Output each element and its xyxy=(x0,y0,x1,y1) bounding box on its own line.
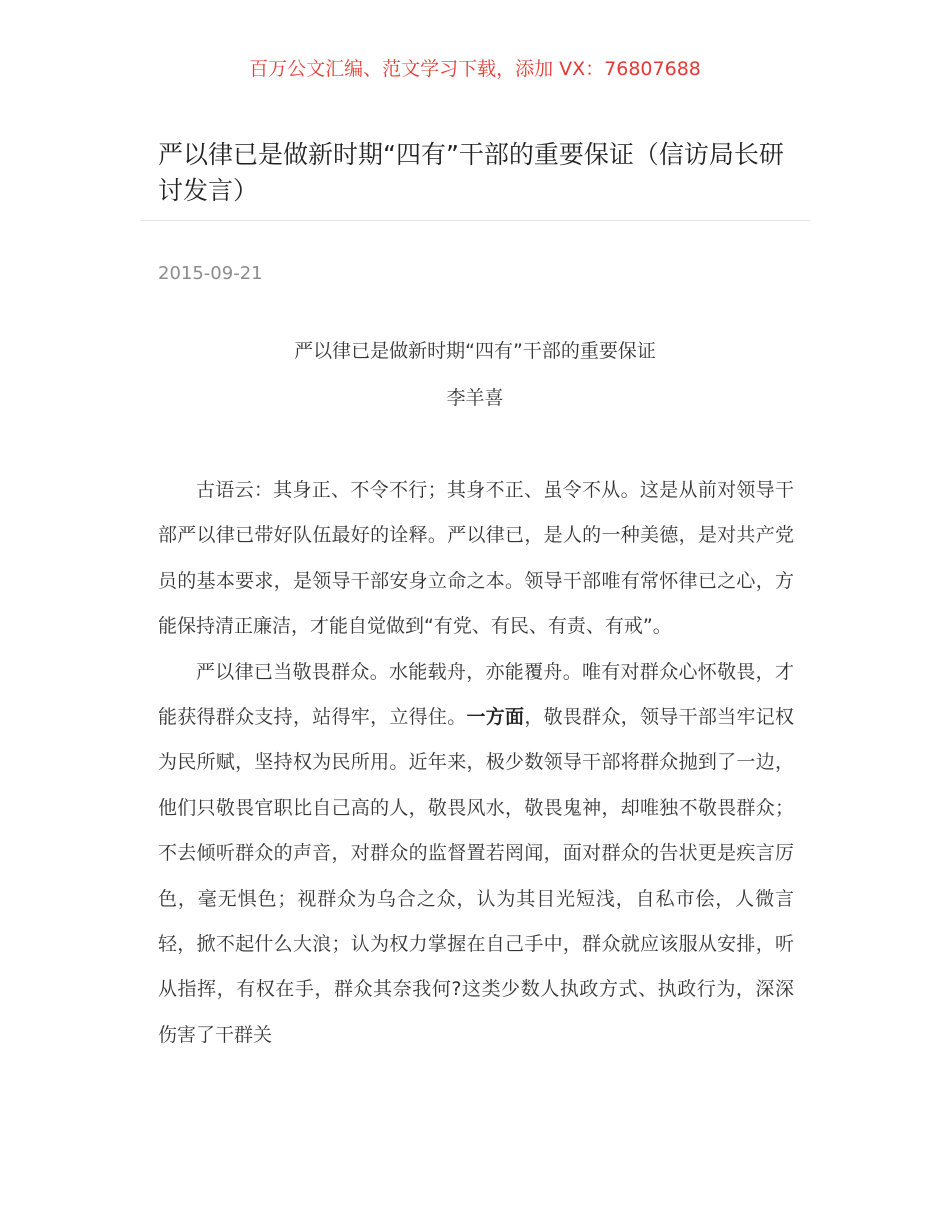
paragraph-2-text-b: ，敬畏群众，领导干部当牢记权为民所赋，坚持权为民所用。近年来，极少数领导干部将群众抛到了一边，他们只敬畏官职比自己高的人，敬畏风水，敬畏鬼神，却唯独不敬畏群众；不去倾听群众的声音，对群众的监督置若罔闻，面对群众的告状更是疾言厉色，毫无惧色；视群众为乌合之众，认为其目光短浅，自私市侩，人微言轻，掀不起什么大浪；认为权力掌握在自己手中，群众就应该服从安排，听从指挥，有权在手，群众其奈我何?这类少数人执政方式、执政行为，深深伤害了干群关 xyxy=(158,706,794,1046)
article-subtitle: 严以律已是做新时期“四有”干部的重要保证 xyxy=(294,340,656,362)
article-author: 李羊喜 xyxy=(446,387,504,409)
article-body xyxy=(158,468,794,1058)
paragraph-2-text-a: 严以律已当敬畏群众。水能载舟，亦能覆舟。唯有对群众心怀敬畏，才能获得群众支持，站得牢，立得住。 xyxy=(158,660,794,729)
paragraph-2-emphasis: 一方面 xyxy=(466,706,525,729)
promo-banner: 百万公文汇编、范文学习下载，添加 VX：76807688 xyxy=(249,58,701,80)
body-paragraph-1: 古语云：其身正、不令不行；其身不正、虽令不从。这是从前对领导干部严以律已带好队伍最好的诠释。严以律已，是人的一种美德，是对共产党员的基本要求，是领导干部安身立命之本。领导干部唯有常怀律已之心，方能保持清正廉洁，才能自觉做到“有党、有民、有责、有戒”。 xyxy=(158,479,794,638)
body-paragraph-2 xyxy=(158,650,794,1059)
title-divider xyxy=(140,220,810,221)
publish-date: 2015-09-21 xyxy=(158,263,263,284)
page-title: 严以律已是做新时期“四有”干部的重要保证（信访局长研讨发言） xyxy=(158,140,784,205)
